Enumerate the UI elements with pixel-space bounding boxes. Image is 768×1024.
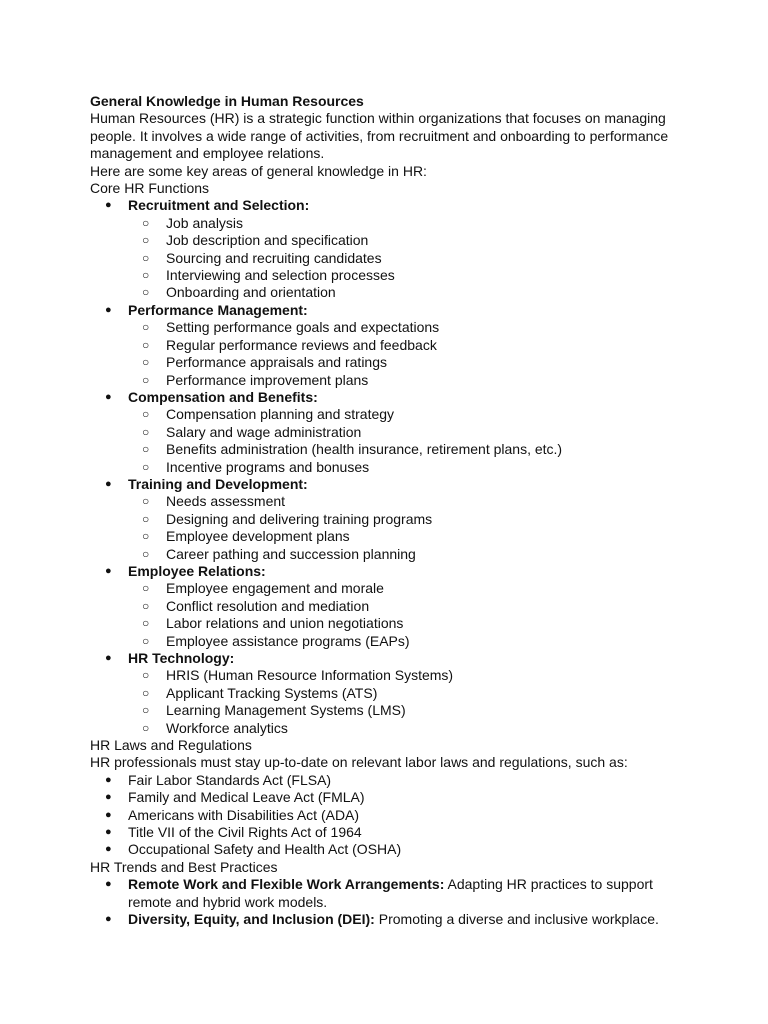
sub-item-text: Applicant Tracking Systems (ATS) [166, 684, 378, 701]
core-function-label: Performance Management: [128, 301, 308, 318]
law-item [90, 841, 675, 858]
sub-item [90, 337, 675, 354]
core-function-item [90, 389, 675, 406]
bullet-icon: ● [105, 913, 112, 926]
law-text: Family and Medical Leave Act (FMLA) [128, 789, 365, 806]
sub-item-text: Employee engagement and morale [166, 580, 384, 597]
sub-item [90, 702, 675, 719]
sub-item-text: Job analysis [166, 214, 244, 231]
core-function-label: Training and Development: [128, 475, 308, 492]
bullet-icon: ● [105, 773, 112, 786]
core-function-label: HR Technology: [128, 650, 235, 666]
core-function-label: Compensation and Benefits: [128, 388, 318, 405]
hollow-bullet-icon: ○ [142, 424, 150, 439]
sub-item [90, 284, 675, 301]
sub-item [90, 511, 675, 528]
trend-item [90, 876, 675, 911]
sub-item-text: Regular performance reviews and feedback [166, 336, 437, 353]
hollow-bullet-icon: ○ [142, 529, 150, 544]
hollow-bullet-icon: ○ [142, 581, 150, 596]
sub-item-text: Benefits administration (health insurance, retirement plans, etc.) [166, 441, 563, 458]
core-function-label: Recruitment and Selection: [128, 197, 310, 214]
hollow-bullet-icon: ○ [142, 685, 150, 700]
law-item [90, 807, 675, 824]
sub-item [90, 441, 675, 458]
sub-item-text: Setting performance goals and expectations [166, 319, 440, 336]
sub-item-text: Needs assessment [166, 493, 286, 510]
law-item [90, 772, 675, 789]
intro-paragraph: Human Resources (HR) is a strategic function within organizations that focuses on managing people. It involves a wide range of activities, from recruitment and onboarding to performance management and employee relations. [90, 110, 669, 162]
trends-heading: HR Trends and Best Practices [90, 858, 278, 875]
core-functions-heading: Core HR Functions [90, 180, 210, 197]
hollow-bullet-icon: ○ [142, 511, 150, 526]
sub-item [90, 598, 675, 615]
hollow-bullet-icon: ○ [142, 598, 150, 613]
trend-text: Adapting HR practices to support remote and hybrid work models. [128, 876, 653, 910]
sub-item-text: Interviewing and selection processes [166, 267, 395, 284]
law-item [90, 824, 675, 841]
sub-item-text: Job description and specification [166, 232, 369, 249]
bullet-icon: ● [105, 564, 112, 577]
document-page [90, 93, 675, 929]
trend-text: Promoting a diverse and inclusive workplace. [374, 911, 659, 928]
sub-item-text: Labor relations and union negotiations [166, 615, 404, 632]
core-function-item [90, 563, 675, 580]
trend-item [90, 911, 675, 928]
hollow-bullet-icon: ○ [142, 459, 150, 474]
hollow-bullet-icon: ○ [142, 250, 150, 265]
sub-item [90, 685, 675, 702]
sub-item [90, 580, 675, 597]
hollow-bullet-icon: ○ [142, 668, 150, 683]
sub-item-text: Employee development plans [166, 528, 350, 545]
sub-item-text: Performance appraisals and ratings [166, 354, 388, 371]
law-text: Title VII of the Civil Rights Act of 1964 [128, 824, 362, 841]
sub-item [90, 232, 675, 249]
bullet-icon: ● [105, 652, 112, 664]
hollow-bullet-icon: ○ [142, 442, 150, 457]
bullet-icon: ● [105, 477, 112, 490]
sub-item [90, 215, 675, 232]
sub-item [90, 493, 675, 510]
bullet-icon: ● [105, 791, 112, 804]
sub-item-text: Compensation planning and strategy [166, 406, 395, 423]
hollow-bullet-icon: ○ [142, 233, 150, 248]
sub-item-text: HRIS (Human Resource Information Systems) [166, 667, 454, 684]
document-title: General Knowledge in Human Resources [90, 93, 364, 109]
hollow-bullet-icon: ○ [142, 720, 150, 735]
sub-item-text: Designing and delivering training programs [166, 510, 433, 527]
sub-item [90, 546, 675, 563]
key-areas-intro: Here are some key areas of general knowledge in HR: [90, 162, 427, 179]
law-text: Americans with Disabilities Act (ADA) [128, 806, 360, 823]
bullet-icon: ● [105, 826, 112, 839]
sub-item [90, 633, 675, 650]
hollow-bullet-icon: ○ [142, 355, 150, 370]
hollow-bullet-icon: ○ [142, 546, 150, 561]
sub-item-text: Performance improvement plans [166, 371, 369, 388]
sub-item [90, 250, 675, 267]
core-functions-list [90, 197, 675, 737]
laws-heading: HR Laws and Regulations [90, 737, 252, 754]
bullet-icon: ● [105, 878, 112, 891]
hollow-bullet-icon: ○ [142, 494, 150, 509]
sub-item [90, 406, 675, 423]
bullet-icon: ● [105, 303, 112, 316]
core-function-item [90, 476, 675, 493]
sub-item [90, 372, 675, 389]
sub-item [90, 267, 675, 284]
law-text: Occupational Safety and Health Act (OSHA) [128, 841, 402, 858]
sub-item-text: Onboarding and orientation [166, 284, 336, 301]
laws-intro: HR professionals must stay up-to-date on relevant labor laws and regulations, such as: [90, 754, 628, 771]
core-function-item [90, 650, 675, 667]
bullet-icon: ● [105, 808, 112, 821]
law-text: Fair Labor Standards Act (FLSA) [128, 771, 332, 788]
hollow-bullet-icon: ○ [142, 633, 150, 648]
hollow-bullet-icon: ○ [142, 337, 150, 352]
sub-item [90, 319, 675, 336]
trends-list [90, 876, 675, 928]
sub-item [90, 424, 675, 441]
hollow-bullet-icon: ○ [142, 215, 150, 230]
sub-item-text: Conflict resolution and mediation [166, 597, 370, 614]
sub-item-text: Career pathing and succession planning [166, 545, 416, 562]
sub-item-text: Sourcing and recruiting candidates [166, 249, 382, 266]
bullet-icon: ● [105, 843, 112, 856]
bullet-icon: ● [105, 390, 112, 403]
hollow-bullet-icon: ○ [142, 268, 150, 283]
sub-item [90, 459, 675, 476]
hollow-bullet-icon: ○ [142, 285, 150, 300]
sub-item-text: Incentive programs and bonuses [166, 458, 370, 475]
sub-item [90, 667, 675, 684]
hollow-bullet-icon: ○ [142, 407, 150, 422]
sub-item-text: Learning Management Systems (LMS) [166, 702, 406, 719]
sub-item-text: Salary and wage administration [166, 423, 362, 440]
sub-item-text: Employee assistance programs (EAPs) [166, 632, 410, 649]
core-function-item [90, 302, 675, 319]
sub-item [90, 528, 675, 545]
sub-item-text: Workforce analytics [166, 719, 288, 736]
law-item [90, 789, 675, 806]
laws-list [90, 772, 675, 859]
sub-item [90, 354, 675, 371]
hollow-bullet-icon: ○ [142, 320, 150, 335]
bullet-icon: ● [105, 199, 112, 212]
trend-label: Remote Work and Flexible Work Arrangements: [128, 876, 445, 893]
core-function-item [90, 197, 675, 214]
trend-label: Diversity, Equity, and Inclusion (DEI): [128, 911, 375, 928]
sub-item [90, 720, 675, 737]
sub-item [90, 615, 675, 632]
core-function-label: Employee Relations: [128, 562, 266, 579]
hollow-bullet-icon: ○ [142, 372, 150, 387]
hollow-bullet-icon: ○ [142, 616, 150, 631]
hollow-bullet-icon: ○ [142, 703, 150, 718]
